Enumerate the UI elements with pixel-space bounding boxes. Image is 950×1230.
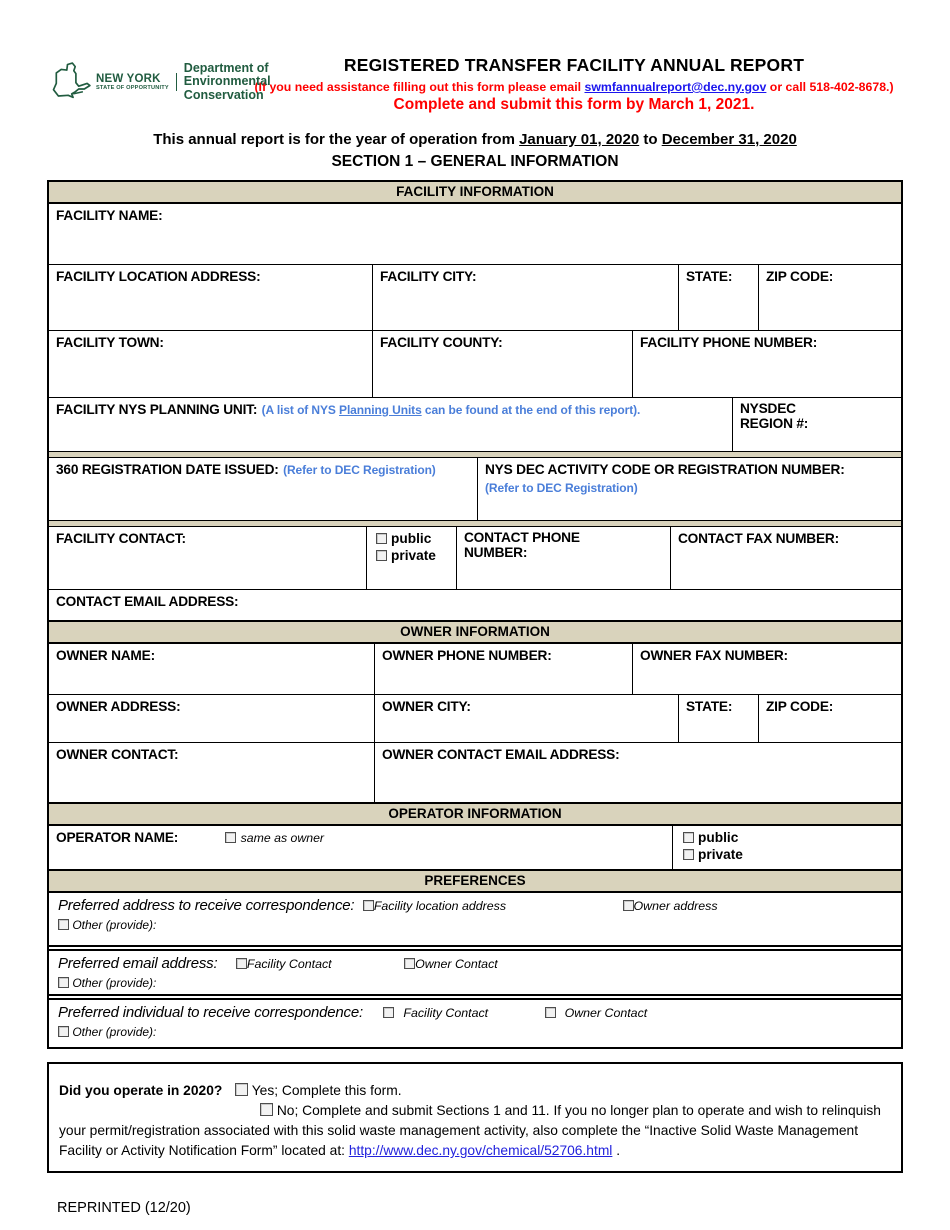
facility-information-bar: FACILITY INFORMATION [49,182,901,204]
registration-date-label: 360 REGISTRATION DATE ISSUED: [56,462,279,477]
assistance-note-suffix: or call 518-402-8678.) [766,80,894,94]
nysdec-region-field[interactable] [732,398,901,451]
operate-yes-label: Yes; Complete this form. [251,1083,402,1098]
preferred-address-other-label: Other (provide): [72,918,157,932]
logo-tagline: STATE OF OPPORTUNITY [96,85,169,91]
facility-city-label: FACILITY CITY: [380,269,477,284]
facility-county-label: FACILITY COUNTY: [380,335,503,350]
owner-fax-field[interactable] [632,644,901,694]
facility-phone-field[interactable] [632,331,901,397]
logo-department-name: Department of Environmental Conservation [183,60,271,102]
section-1-table [47,180,903,1049]
form-header [240,0,908,114]
contact-email-field[interactable] [49,590,901,620]
facility-city-field[interactable] [372,265,678,330]
operator-public-private-cell [672,826,901,869]
facility-state-label: STATE: [686,269,733,284]
operate-question-label: Did you operate in 2020? [59,1083,223,1098]
planning-unit-note [262,403,641,417]
report-period-line [0,131,950,148]
preferred-individual-owner-checkbox[interactable] [545,1007,556,1018]
logo-state-name: NEW YORK [96,73,161,85]
preferred-address-facility-label: Facility location address [373,899,507,913]
activity-code-label: NYS DEC ACTIVITY CODE OR REGISTRATION NUMBER: [485,462,845,477]
preferred-address-owner-checkbox[interactable] [623,900,634,911]
nysdec-region-label: NYSDEC REGION #: [740,401,809,431]
preferred-individual-owner-label: Owner Contact [564,1006,648,1020]
preferred-address-other-checkbox[interactable] [58,919,69,930]
owner-contact-label: OWNER CONTACT: [56,747,179,762]
preferred-individual-label: Preferred individual to receive correspondence: [58,1004,363,1021]
operator-name-field[interactable] [49,826,672,869]
facility-contact-private-label: private [391,548,436,563]
registration-date-note: (Refer to DEC Registration) [283,463,436,477]
operator-same-as-owner-label: same as owner [240,831,325,845]
nysdec-logo [50,57,271,107]
facility-name-field[interactable] [49,204,901,264]
owner-name-field[interactable] [49,644,374,694]
assistance-note-prefix: (If you need assistance filling out this form please email [254,80,585,94]
facility-location-address-field[interactable] [49,265,372,330]
facility-contact-public-private-cell [366,527,456,589]
ny-state-outline-icon [50,57,92,107]
facility-name-label: FACILITY NAME: [56,208,163,223]
logo-text [96,62,271,103]
operator-information-bar: OPERATOR INFORMATION [49,802,901,826]
section-1-heading: SECTION 1 – GENERAL INFORMATION [331,153,619,170]
contact-phone-label: CONTACT PHONE NUMBER: [464,530,580,560]
operator-public-checkbox[interactable] [683,832,694,843]
operate-no-suffix: . [612,1143,621,1158]
report-period-prefix: This annual report is for the year of operation from [153,131,520,148]
facility-phone-label: FACILITY PHONE NUMBER: [640,335,818,350]
contact-fax-field[interactable] [670,527,901,589]
operate-yes-checkbox[interactable] [235,1083,248,1096]
owner-zip-label: ZIP CODE: [766,699,834,714]
facility-planning-unit-field[interactable] [49,398,732,451]
activity-code-field[interactable] [477,458,901,520]
owner-phone-field[interactable] [374,644,632,694]
facility-zip-label: ZIP CODE: [766,269,834,284]
operator-name-label: OPERATOR NAME: [56,830,179,845]
deadline-note: Complete and submit this form by March 1, 2021. [393,96,755,113]
owner-information-bar: OWNER INFORMATION [49,620,901,644]
contact-email-label: CONTACT EMAIL ADDRESS: [56,594,239,609]
owner-address-label: OWNER ADDRESS: [56,699,181,714]
section-separator [49,520,901,527]
report-period-mid: to [639,131,662,148]
assistance-email-link[interactable]: swmfannualreport@dec.ny.gov [584,80,767,94]
facility-county-field[interactable] [372,331,632,397]
operate-no-checkbox[interactable] [260,1103,273,1116]
owner-state-field[interactable] [678,695,758,742]
preferred-individual-facility-label: Facility Contact [403,1006,489,1020]
section-separator [49,451,901,458]
report-period-end-date: December 31, 2020 [661,131,797,148]
preferred-email-owner-checkbox[interactable] [404,958,415,969]
preferred-email-other-label: Other (provide): [72,976,157,990]
preferred-email-facility-label: Facility Contact [246,957,332,971]
preferred-email-other-checkbox[interactable] [58,977,69,988]
owner-contact-email-label: OWNER CONTACT EMAIL ADDRESS: [382,747,620,762]
preferred-address-facility-checkbox[interactable] [363,900,374,911]
facility-location-address-label: FACILITY LOCATION ADDRESS: [56,269,261,284]
owner-phone-label: OWNER PHONE NUMBER: [382,648,552,663]
facility-zip-field[interactable] [758,265,901,330]
preferred-email-owner-label: Owner Contact [415,957,498,971]
operate-question-box [47,1062,903,1173]
owner-contact-email-field[interactable] [374,743,901,802]
preferred-individual-facility-checkbox[interactable] [383,1007,394,1018]
report-period-start-date: January 01, 2020 [519,131,640,148]
preferred-address-label: Preferred address to receive correspondence: [58,897,355,914]
facility-town-label: FACILITY TOWN: [56,335,164,350]
owner-city-field[interactable] [374,695,678,742]
preferred-email-facility-checkbox[interactable] [236,958,247,969]
planning-units-link[interactable]: Planning Units [339,403,422,417]
preferred-individual-row [49,1000,901,1047]
planning-note-post: can be found at the end of this report). [421,403,641,417]
owner-fax-label: OWNER FAX NUMBER: [640,648,788,663]
facility-planning-unit-label: FACILITY NYS PLANNING UNIT: [56,402,258,417]
operator-public-label: public [698,830,739,845]
reprint-note: REPRINTED (12/20) [57,1200,191,1216]
contact-fax-label: CONTACT FAX NUMBER: [678,531,839,546]
owner-name-label: OWNER NAME: [56,648,155,663]
preferred-address-owner-label: Owner address [633,899,718,913]
owner-city-label: OWNER CITY: [382,699,471,714]
inactive-form-link[interactable]: http://www.dec.ny.gov/chemical/52706.html [348,1143,613,1158]
facility-contact-public-label: public [391,531,432,546]
preferred-email-label: Preferred email address: [58,955,218,972]
preferences-bar: PREFERENCES [49,869,901,893]
preferred-email-row [49,951,901,994]
owner-state-label: STATE: [686,699,733,714]
planning-note-pre: (A list of NYS [261,403,340,417]
preferred-address-row [49,893,901,945]
preferred-individual-other-checkbox[interactable] [58,1026,69,1037]
facility-contact-field[interactable] [49,527,366,589]
facility-contact-label: FACILITY CONTACT: [56,531,186,546]
assistance-note [240,80,908,94]
preferred-individual-other-label: Other (provide): [72,1025,157,1039]
facility-state-field[interactable] [678,265,758,330]
owner-contact-field[interactable] [49,743,374,802]
operate-no-paragraph [59,1101,891,1161]
facility-contact-private-checkbox[interactable] [376,550,387,561]
facility-contact-public-checkbox[interactable] [376,533,387,544]
operate-no-label: No; Complete and submit Sections 1 and 11. If you no longer plan to operate and wish to relinquish your permit/registration associated with this solid waste management activity, also complete the “Inactive Solid Waste Management Facility or Activity Notification Form” located at: [59,1103,881,1158]
owner-zip-field[interactable] [758,695,901,742]
contact-phone-field[interactable] [456,527,670,589]
facility-town-field[interactable] [49,331,372,397]
operator-private-checkbox[interactable] [683,849,694,860]
owner-address-field[interactable] [49,695,374,742]
registration-date-field[interactable] [49,458,477,520]
form-title: REGISTERED TRANSFER FACILITY ANNUAL REPORT [343,55,805,75]
activity-code-note: (Refer to DEC Registration) [485,481,638,495]
operator-same-as-owner-checkbox[interactable] [225,832,236,843]
operator-private-label: private [698,847,743,862]
